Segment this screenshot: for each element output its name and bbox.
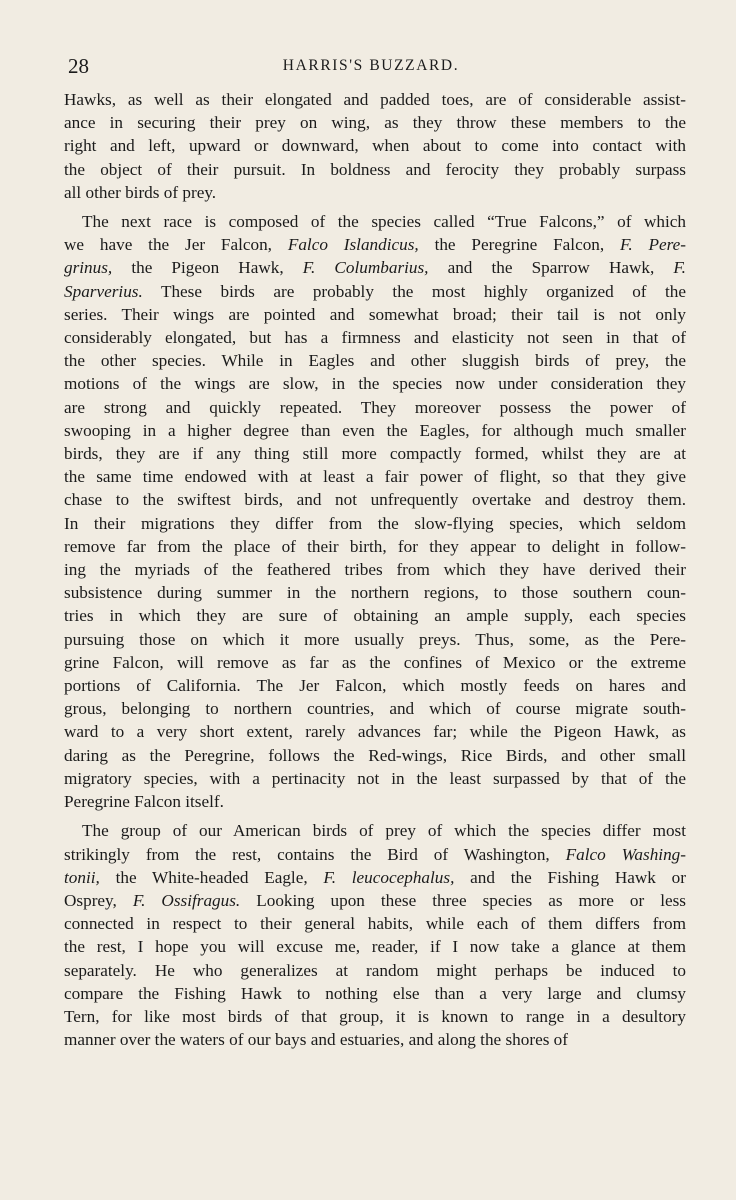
text-run: the same time endowed with at least a fair power of flight, so that they give	[64, 467, 686, 487]
body-text	[64, 88, 686, 1051]
text-line	[64, 535, 686, 558]
text-line	[64, 912, 686, 935]
text-line	[64, 465, 686, 488]
text-run: The next race is composed of the species called “True Falcons,” of which	[82, 212, 686, 232]
text-line	[64, 581, 686, 604]
italic-name: tonii,	[64, 867, 100, 887]
text-line	[64, 396, 686, 419]
text-run: Osprey,	[64, 890, 133, 910]
text-line	[64, 210, 686, 233]
text-line	[64, 326, 686, 349]
paragraph	[64, 210, 686, 813]
running-head: HARRIS'S BUZZARD.	[282, 57, 460, 74]
text-run: the other species. While in Eagles and other sluggish birds of prey, the	[64, 351, 686, 371]
text-line	[64, 488, 686, 511]
italic-name: F. Ossifragus.	[132, 890, 241, 910]
text-run: considerably elongated, but has a firmness and elasticity not seen in that of	[64, 328, 686, 348]
text-line	[64, 674, 686, 697]
italic-name: F. Pere-	[620, 235, 686, 255]
text-run: connected in respect to their general habits, while each of them differs from	[64, 914, 686, 934]
text-run: grine Falcon, will remove as far as the confines of Mexico or the extreme	[64, 652, 686, 672]
text-line	[64, 349, 686, 372]
text-run: tries in which they are sure of obtaining an ample supply, each species	[64, 606, 686, 626]
text-run: migratory species, with a pertinacity not in the least surpassed by that of the	[64, 768, 686, 788]
italic-name: F.	[673, 258, 686, 278]
text-run: we have the Jer Falcon,	[64, 235, 288, 255]
text-line	[64, 158, 686, 181]
text-line	[64, 419, 686, 442]
text-run: Looking upon these three species as more or less	[240, 890, 686, 910]
text-line	[64, 651, 686, 674]
text-run: the Pigeon Hawk,	[112, 258, 303, 278]
text-line	[64, 181, 686, 204]
text-run: Tern, for like most birds of that group, it is known to range in a desultory	[64, 1006, 686, 1026]
text-run: These birds are probably the most highly organized of the	[142, 281, 686, 301]
page-number: 28	[68, 54, 89, 78]
text-line	[64, 843, 686, 866]
text-line	[64, 866, 686, 889]
text-line	[64, 256, 686, 279]
text-line	[64, 280, 686, 303]
text-run: remove far from the place of their birth, for they appear to delight in follow-	[64, 536, 686, 556]
text-run: ance in securing their prey on wing, as they throw these members to the	[64, 113, 686, 133]
text-line	[64, 604, 686, 627]
text-line	[64, 1028, 686, 1051]
text-run: ing the myriads of the feathered tribes from which they have derived their	[64, 560, 686, 580]
text-run: daring as the Peregrine, follows the Red-wings, Rice Birds, and other small	[64, 745, 686, 765]
text-run: strikingly from the rest, contains the Bird of Washington,	[64, 844, 566, 864]
text-run: the Peregrine Falcon,	[418, 235, 621, 255]
text-run: motions of the wings are slow, in the species now under consideration they	[64, 374, 686, 394]
text-run: In their migrations they differ from the slow-flying species, which seldom	[64, 513, 686, 533]
text-run: ward to a very short extent, rarely advances far; while the Pigeon Hawk, as	[64, 722, 686, 742]
paragraph	[64, 819, 686, 1051]
text-line	[64, 935, 686, 958]
text-line	[64, 982, 686, 1005]
page-header	[68, 54, 674, 82]
text-line	[64, 88, 686, 111]
text-run: the rest, I hope you will excuse me, reader, if I now take a glance at them	[64, 937, 686, 957]
text-line	[64, 697, 686, 720]
text-run: pursuing those on which it more usually preys. Thus, some, as the Pere-	[64, 629, 686, 649]
italic-name: Sparverius.	[64, 281, 143, 301]
text-line	[64, 819, 686, 842]
text-run: subsistence during summer in the northern regions, to those southern coun-	[64, 583, 686, 603]
text-run: portions of California. The Jer Falcon, which mostly feeds on hares and	[64, 676, 686, 696]
text-run: chase to the swiftest birds, and not unfrequently overtake and destroy them.	[64, 490, 686, 510]
text-run: are strong and quickly repeated. They moreover possess the power of	[64, 397, 686, 417]
text-line	[64, 1005, 686, 1028]
italic-name: Falco Washing-	[565, 844, 686, 864]
text-run: separately. He who generalizes at random might perhaps be induced to	[64, 960, 686, 980]
text-line	[64, 134, 686, 157]
text-run: the object of their pursuit. In boldness and ferocity they probably surpass	[64, 159, 686, 179]
paragraph	[64, 88, 686, 204]
text-run: and the Fishing Hawk or	[454, 867, 686, 887]
italic-name: Falco Islandicus,	[287, 235, 419, 255]
text-run: Peregrine Falcon itself.	[64, 792, 224, 812]
text-line	[64, 233, 686, 256]
text-run: Hawks, as well as their elongated and padded toes, are of considerable assist-	[64, 90, 686, 109]
text-run: swooping in a higher degree than even the Eagles, for although much smaller	[64, 420, 686, 440]
italic-name: grinus,	[64, 258, 113, 278]
text-line	[64, 372, 686, 395]
text-run: series. Their wings are pointed and somewhat broad; their tail is not only	[64, 304, 686, 324]
text-line	[64, 889, 686, 912]
text-run: and the Sparrow Hawk,	[428, 258, 674, 278]
text-line	[64, 720, 686, 743]
text-line	[64, 628, 686, 651]
text-run: all other birds of prey.	[64, 182, 217, 202]
italic-name: F. leucocephalus,	[323, 867, 455, 887]
text-run: manner over the waters of our bays and estuaries, and along the shores of	[64, 1030, 569, 1050]
text-run: the White-headed Eagle,	[99, 867, 324, 887]
text-run: birds, they are if any thing still more compactly formed, whilst they are at	[64, 444, 686, 464]
text-line	[64, 303, 686, 326]
text-line	[64, 959, 686, 982]
text-line	[64, 512, 686, 535]
text-run: compare the Fishing Hawk to nothing else than a very large and clumsy	[64, 983, 686, 1003]
text-line	[64, 558, 686, 581]
text-line	[64, 767, 686, 790]
text-line	[64, 744, 686, 767]
text-line	[64, 111, 686, 134]
text-line	[64, 790, 686, 813]
text-run: The group of our American birds of prey of which the species differ most	[82, 821, 686, 841]
italic-name: F. Columbarius,	[302, 258, 429, 278]
text-line	[64, 442, 686, 465]
text-run: grous, belonging to northern countries, and which of course migrate south-	[64, 699, 686, 719]
text-run: right and left, upward or downward, when about to come into contact with	[64, 136, 686, 156]
